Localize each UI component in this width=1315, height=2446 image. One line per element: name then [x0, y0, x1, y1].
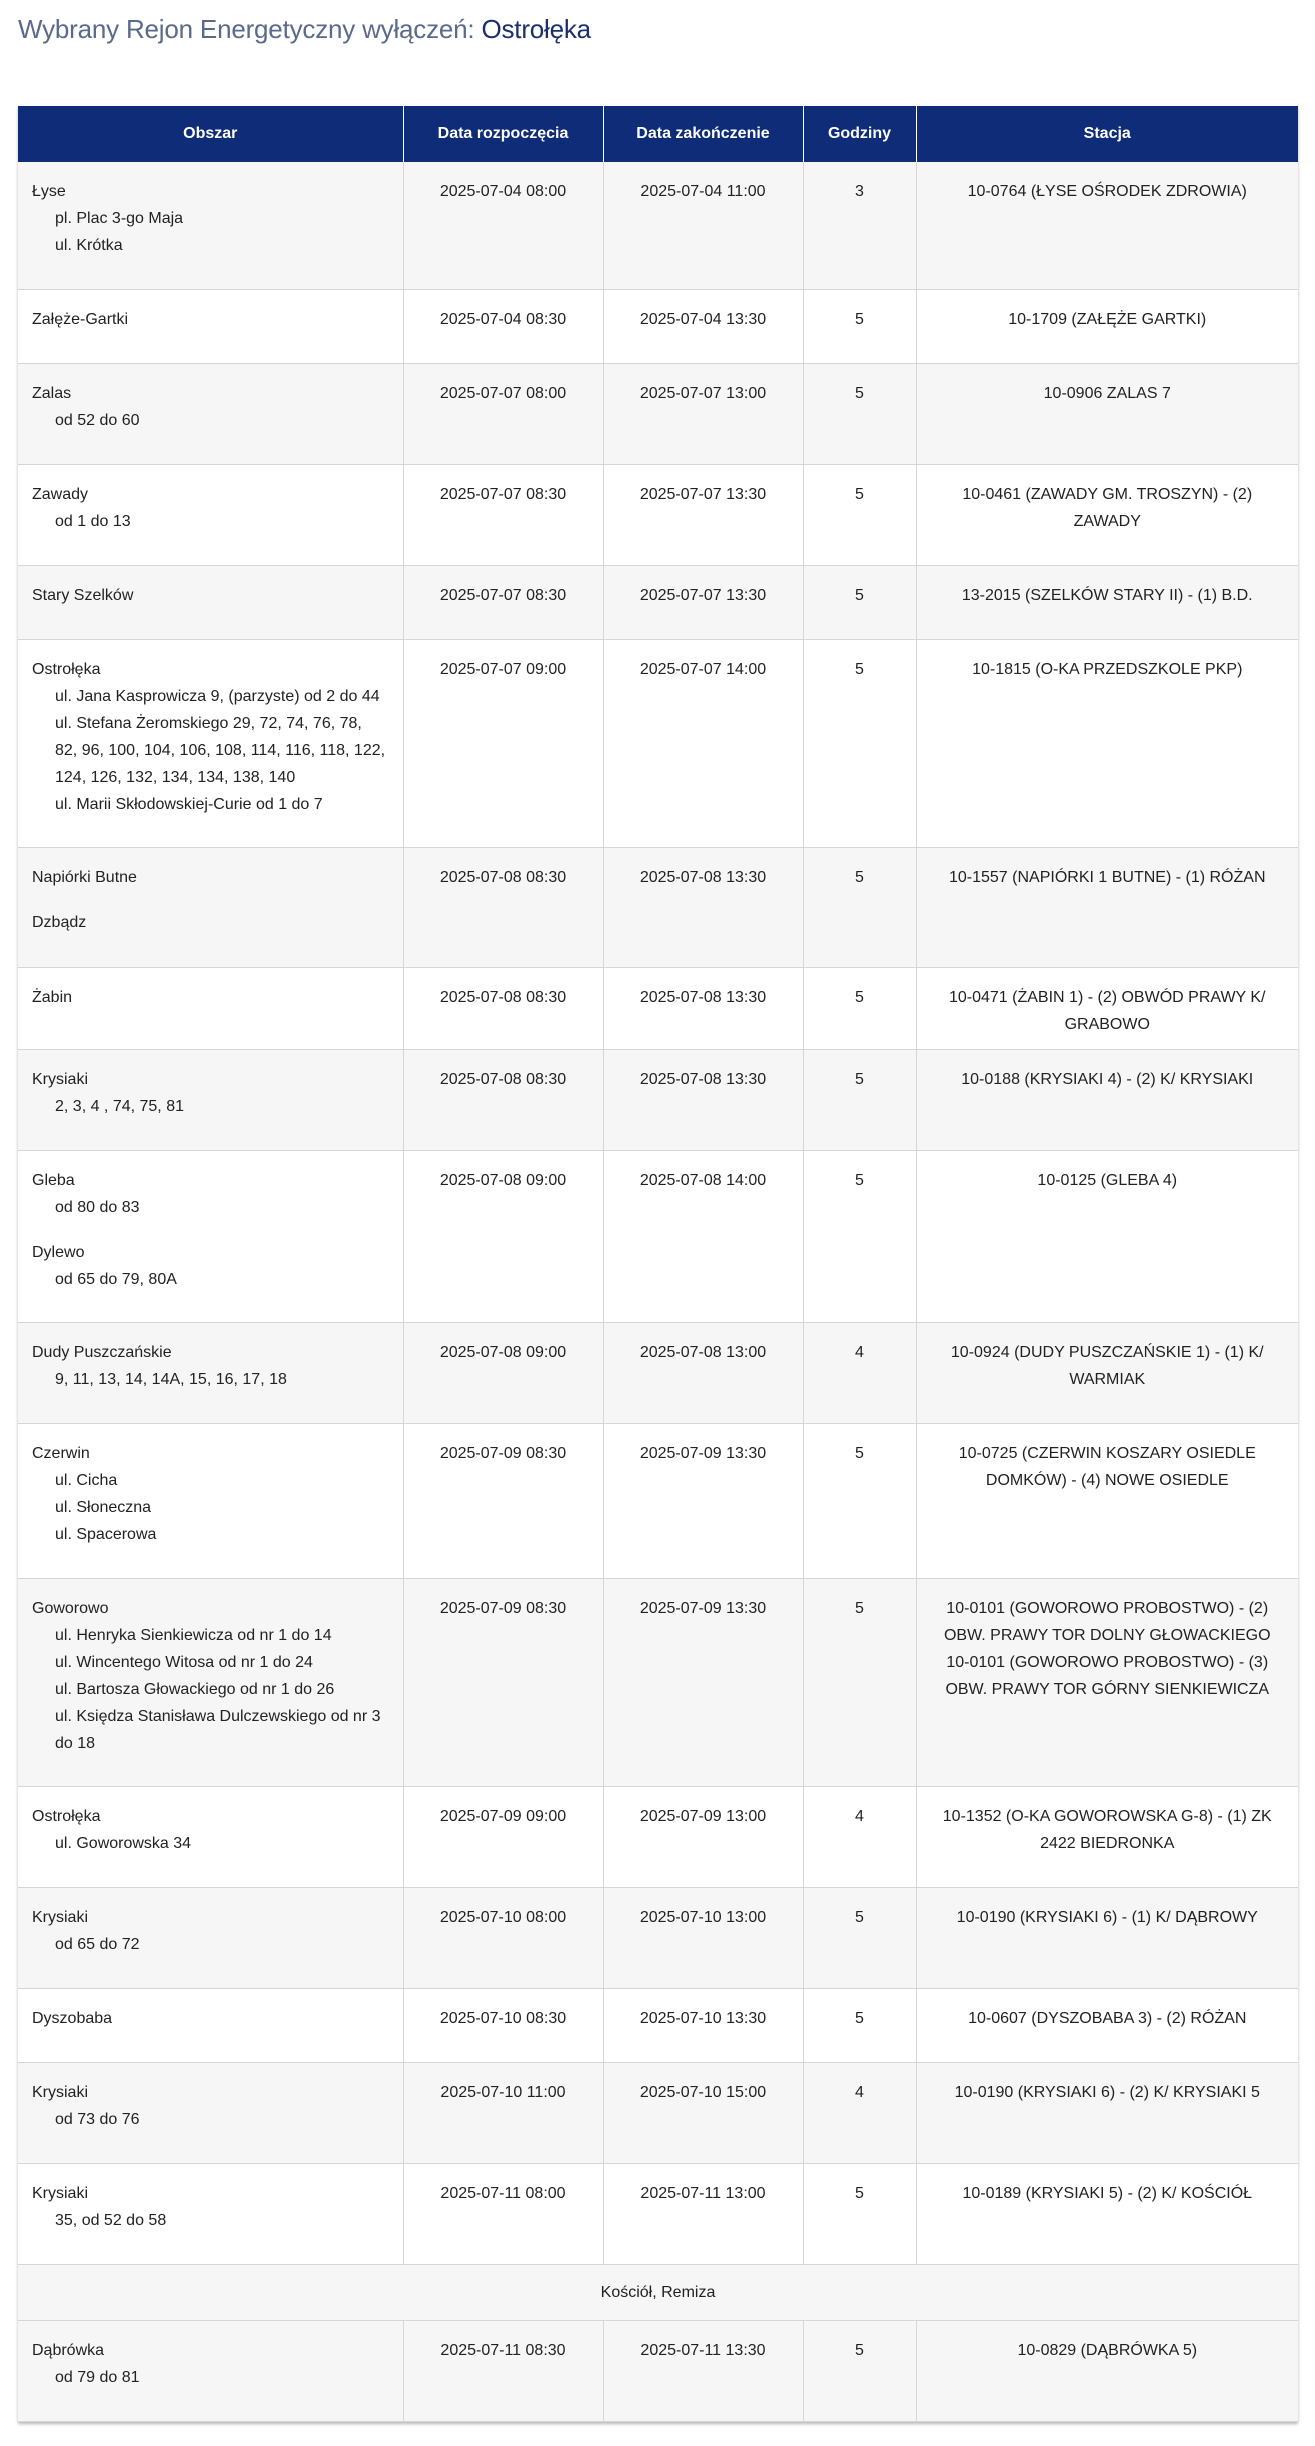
area-street: od 52 do 60 [55, 411, 140, 429]
cell-start-date: 2025-07-07 08:00 [403, 363, 603, 464]
cell-start-date: 2025-07-07 08:30 [403, 565, 603, 639]
station-entry: 10-0190 (KRYSIAKI 6) - (2) K/ KRYSIAKI 5 [954, 2083, 1260, 2101]
area-locality: Zalas [32, 384, 72, 402]
column-header-area: Obszar [18, 106, 403, 162]
area-locality: Dąbrówka [32, 2341, 105, 2359]
cell-hours: 5 [803, 565, 916, 639]
cell-start-date: 2025-07-11 08:30 [403, 2320, 603, 2421]
table-row [18, 289, 1298, 363]
area-street: ul. Jana Kasprowicza 9, (parzyste) od 2 do 44 [55, 687, 380, 705]
cell-area [18, 363, 403, 464]
area-street: ul. Cicha [55, 1471, 118, 1489]
station-entry: 10-1557 (NAPIÓRKI 1 BUTNE) - (1) RÓŻAN [948, 868, 1266, 886]
cell-start-date: 2025-07-11 08:00 [403, 2163, 603, 2264]
table-row [18, 1887, 1298, 1988]
cell-station [916, 847, 1298, 967]
cell-start-date: 2025-07-08 09:00 [403, 1322, 603, 1423]
cell-area [18, 967, 403, 1049]
table-row [18, 1049, 1298, 1150]
column-header-hours: Godziny [803, 106, 916, 162]
cell-station [916, 363, 1298, 464]
cell-hours: 5 [803, 2320, 916, 2421]
area-locality: Krysiaki [32, 2184, 89, 2202]
cell-start-date: 2025-07-09 08:30 [403, 1423, 603, 1578]
area-locality: Dylewo [32, 1243, 85, 1261]
cell-area [18, 2320, 403, 2421]
cell-station [916, 2062, 1298, 2163]
cell-station [916, 1423, 1298, 1578]
station-entry: 10-1815 (O-KA PRZEDSZKOLE PKP) [972, 660, 1243, 678]
area-street: ul. Krótka [55, 237, 123, 254]
table-row [18, 162, 1298, 289]
area-street: ul. Wincentego Witosa od nr 1 do 24 [55, 1653, 313, 1671]
table-row [18, 967, 1298, 1049]
cell-end-date: 2025-07-08 13:30 [603, 1049, 803, 1150]
table-row [18, 1988, 1298, 2062]
cell-hours: 5 [803, 1150, 916, 1322]
cell-hours: 5 [803, 464, 916, 565]
cell-hours: 4 [803, 1786, 916, 1887]
area-locality: Gleba [32, 1171, 75, 1189]
table-row [18, 1322, 1298, 1423]
table-row [18, 1786, 1298, 1887]
page-title [18, 14, 591, 45]
area-street: 2, 3, 4 , 74, 75, 81 [55, 1097, 184, 1115]
cell-area [18, 847, 403, 967]
cell-end-date: 2025-07-08 13:30 [603, 847, 803, 967]
cell-end-date: 2025-07-11 13:30 [603, 2320, 803, 2421]
area-spacer [32, 891, 389, 909]
station-entry: 10-0125 (GLEBA 4) [1037, 1171, 1178, 1189]
cell-hours: 4 [803, 2062, 916, 2163]
area-street: ul. Słoneczna [55, 1498, 152, 1516]
cell-area [18, 2062, 403, 2163]
area-street: od 79 do 81 [55, 2368, 140, 2386]
station-entry: 10-1709 (ZAŁĘŻE GARTKI) [1008, 310, 1207, 328]
station-entry: 10-0189 (KRYSIAKI 5) - (2) K/ KOŚCIÓŁ [962, 2184, 1253, 2202]
cell-end-date: 2025-07-04 11:00 [603, 162, 803, 289]
table-row [18, 464, 1298, 565]
area-street: ul. Bartosza Głowackiego od nr 1 do 26 [55, 1680, 335, 1698]
cell-end-date: 2025-07-09 13:30 [603, 1578, 803, 1786]
cell-end-date: 2025-07-07 13:30 [603, 464, 803, 565]
cell-end-date: 2025-07-07 13:00 [603, 363, 803, 464]
cell-station [916, 2163, 1298, 2264]
area-locality: Ostrołęka [32, 1807, 101, 1825]
area-locality: Ostrołęka [32, 660, 101, 678]
cell-station [916, 1578, 1298, 1786]
note-row [18, 2264, 1298, 2320]
cell-end-date: 2025-07-10 13:30 [603, 1988, 803, 2062]
area-street: od 65 do 72 [55, 1935, 140, 1953]
cell-end-date: 2025-07-11 13:00 [603, 2163, 803, 2264]
area-locality: Zawady [32, 485, 89, 503]
area-locality: Dyszobaba [32, 2009, 113, 2027]
cell-hours: 5 [803, 639, 916, 847]
cell-hours: 5 [803, 967, 916, 1049]
table-row [18, 847, 1298, 967]
cell-station [916, 1786, 1298, 1887]
cell-hours: 5 [803, 1578, 916, 1786]
area-street: ul. Goworowska 34 [55, 1834, 192, 1852]
table-row [18, 363, 1298, 464]
station-entry: 10-0725 (CZERWIN KOSZARY OSIEDLE DOMKÓW) - (4) NOWE OSIEDLE [958, 1444, 1256, 1489]
cell-hours: 5 [803, 289, 916, 363]
station-entry: 10-0764 (ŁYSE OŚRODEK ZDROWIA) [967, 183, 1247, 200]
area-street: ul. Stefana Żeromskiego 29, 72, 74, 76, 78, 82, 96, 100, 104, 106, 108, 114, 116, 118, 122, 124, 126, 132, 134, 134, 138, 140 [55, 714, 386, 786]
cell-area [18, 1423, 403, 1578]
table-body [18, 162, 1298, 2421]
area-locality: Stary Szelków [32, 586, 134, 604]
area-locality: Krysiaki [32, 1908, 89, 1926]
cell-station [916, 1988, 1298, 2062]
area-street: ul. Spacerowa [55, 1525, 157, 1543]
area-street: od 80 do 83 [55, 1198, 140, 1216]
table-header [18, 106, 1298, 162]
station-entry: 10-0471 (ŻABIN 1) - (2) OBWÓD PRAWY K/ GRABOWO [948, 988, 1266, 1033]
station-entry: 10-0190 (KRYSIAKI 6) - (1) K/ DĄBROWY [956, 1908, 1258, 1926]
cell-end-date: 2025-07-07 13:30 [603, 565, 803, 639]
area-street: ul. Księdza Stanisława Dulczewskiego od nr 3 do 18 [55, 1707, 381, 1752]
column-header-station: Stacja [916, 106, 1298, 162]
cell-hours: 5 [803, 1049, 916, 1150]
area-locality: Łyse [32, 183, 66, 200]
area-locality: Dudy Puszczańskie [32, 1343, 172, 1361]
table-row [18, 565, 1298, 639]
cell-hours: 3 [803, 162, 916, 289]
station-entry: 10-0101 (GOWOROWO PROBOSTWO) - (3) OBW. PRAWY TOR GÓRNY SIENKIEWICZA [945, 1653, 1270, 1698]
cell-station [916, 565, 1298, 639]
station-entry: 10-0924 (DUDY PUSZCZAŃSKIE 1) - (1) K/ WARMIAK [950, 1343, 1264, 1388]
area-locality: Dzbądz [32, 913, 87, 931]
cell-area [18, 1988, 403, 2062]
table-row [18, 2062, 1298, 2163]
outages-table-container [18, 106, 1298, 2422]
cell-start-date: 2025-07-07 09:00 [403, 639, 603, 847]
cell-start-date: 2025-07-10 08:30 [403, 1988, 603, 2062]
cell-end-date: 2025-07-09 13:30 [603, 1423, 803, 1578]
cell-station [916, 2320, 1298, 2421]
cell-hours: 5 [803, 847, 916, 967]
cell-area [18, 565, 403, 639]
header-row [18, 106, 1298, 162]
cell-end-date: 2025-07-10 15:00 [603, 2062, 803, 2163]
cell-start-date: 2025-07-08 08:30 [403, 847, 603, 967]
table-row [18, 1150, 1298, 1322]
table-row [18, 2320, 1298, 2421]
cell-station [916, 967, 1298, 1049]
cell-end-date: 2025-07-09 13:00 [603, 1786, 803, 1887]
cell-start-date: 2025-07-10 08:00 [403, 1887, 603, 1988]
cell-station [916, 464, 1298, 565]
area-street: od 65 do 79, 80A [55, 1270, 177, 1288]
area-street: 9, 11, 13, 14, 14A, 15, 16, 17, 18 [55, 1370, 287, 1388]
cell-area [18, 289, 403, 363]
table-row [18, 1423, 1298, 1578]
cell-station [916, 162, 1298, 289]
station-entry: 10-0829 (DĄBRÓWKA 5) [1017, 2341, 1198, 2359]
area-street: ul. Marii Skłodowskiej-Curie od 1 do 7 [55, 795, 323, 813]
area-street: pl. Plac 3-go Maja [55, 210, 184, 227]
cell-hours: 5 [803, 2163, 916, 2264]
cell-station [916, 1150, 1298, 1322]
area-street: ul. Henryka Sienkiewicza od nr 1 do 14 [55, 1626, 332, 1644]
cell-area [18, 162, 403, 289]
station-entry: 10-0906 ZALAS 7 [1043, 384, 1171, 402]
cell-station [916, 1049, 1298, 1150]
area-locality: Krysiaki [32, 2083, 89, 2101]
cell-area [18, 1786, 403, 1887]
cell-station [916, 639, 1298, 847]
cell-area [18, 1887, 403, 1988]
cell-start-date: 2025-07-09 09:00 [403, 1786, 603, 1887]
cell-end-date: 2025-07-07 14:00 [603, 639, 803, 847]
column-header-end-date: Data zakończenie [603, 106, 803, 162]
area-locality: Załęże-Gartki [32, 310, 129, 328]
table-row [18, 2163, 1298, 2264]
area-street: 35, od 52 do 58 [55, 2211, 167, 2229]
cell-station [916, 289, 1298, 363]
area-locality: Krysiaki [32, 1070, 89, 1088]
cell-station [916, 1322, 1298, 1423]
cell-area [18, 1578, 403, 1786]
cell-start-date: 2025-07-04 08:30 [403, 289, 603, 363]
area-spacer [32, 1221, 389, 1239]
row-note: Kościół, Remiza [18, 2264, 1298, 2320]
cell-area [18, 464, 403, 565]
cell-hours: 5 [803, 363, 916, 464]
table-row [18, 639, 1298, 847]
cell-start-date: 2025-07-10 11:00 [403, 2062, 603, 2163]
station-entry: 10-0607 (DYSZOBABA 3) - (2) RÓŻAN [968, 2009, 1247, 2027]
column-header-start-date: Data rozpoczęcia [403, 106, 603, 162]
cell-end-date: 2025-07-08 13:00 [603, 1322, 803, 1423]
cell-area [18, 2163, 403, 2264]
selected-region: Ostrołęka [481, 14, 591, 44]
station-entry: 10-0461 (ZAWADY GM. TROSZYN) - (2) ZAWADY [962, 485, 1253, 530]
outages-table [18, 106, 1298, 2422]
cell-area [18, 1049, 403, 1150]
cell-start-date: 2025-07-08 08:30 [403, 967, 603, 1049]
cell-area [18, 1322, 403, 1423]
area-locality: Czerwin [32, 1444, 90, 1462]
cell-hours: 4 [803, 1322, 916, 1423]
cell-hours: 5 [803, 1423, 916, 1578]
station-entry: 10-1352 (O-KA GOWOROWSKA G-8) - (1) ZK 2422 BIEDRONKA [942, 1807, 1272, 1852]
cell-end-date: 2025-07-08 14:00 [603, 1150, 803, 1322]
area-locality: Żabin [32, 988, 73, 1006]
cell-area [18, 1150, 403, 1322]
cell-station [916, 1887, 1298, 1988]
area-street: od 1 do 13 [55, 512, 131, 530]
station-entry: 10-0188 (KRYSIAKI 4) - (2) K/ KRYSIAKI [961, 1070, 1254, 1088]
cell-end-date: 2025-07-10 13:00 [603, 1887, 803, 1988]
cell-end-date: 2025-07-08 13:30 [603, 967, 803, 1049]
title-prefix: Wybrany Rejon Energetyczny wyłączeń: [18, 14, 475, 44]
cell-start-date: 2025-07-04 08:00 [403, 162, 603, 289]
cell-hours: 5 [803, 1887, 916, 1988]
station-entry: 10-0101 (GOWOROWO PROBOSTWO) - (2) OBW. PRAWY TOR DOLNY GŁOWACKIEGO [943, 1599, 1271, 1644]
cell-start-date: 2025-07-08 09:00 [403, 1150, 603, 1322]
area-street: od 73 do 76 [55, 2110, 140, 2128]
area-locality: Goworowo [32, 1599, 109, 1617]
cell-start-date: 2025-07-09 08:30 [403, 1578, 603, 1786]
cell-start-date: 2025-07-08 08:30 [403, 1049, 603, 1150]
cell-start-date: 2025-07-07 08:30 [403, 464, 603, 565]
cell-area [18, 639, 403, 847]
area-locality: Napiórki Butne [32, 868, 137, 886]
cell-hours: 5 [803, 1988, 916, 2062]
cell-end-date: 2025-07-04 13:30 [603, 289, 803, 363]
station-entry: 13-2015 (SZELKÓW STARY II) - (1) B.D. [961, 586, 1253, 604]
table-row [18, 1578, 1298, 1786]
